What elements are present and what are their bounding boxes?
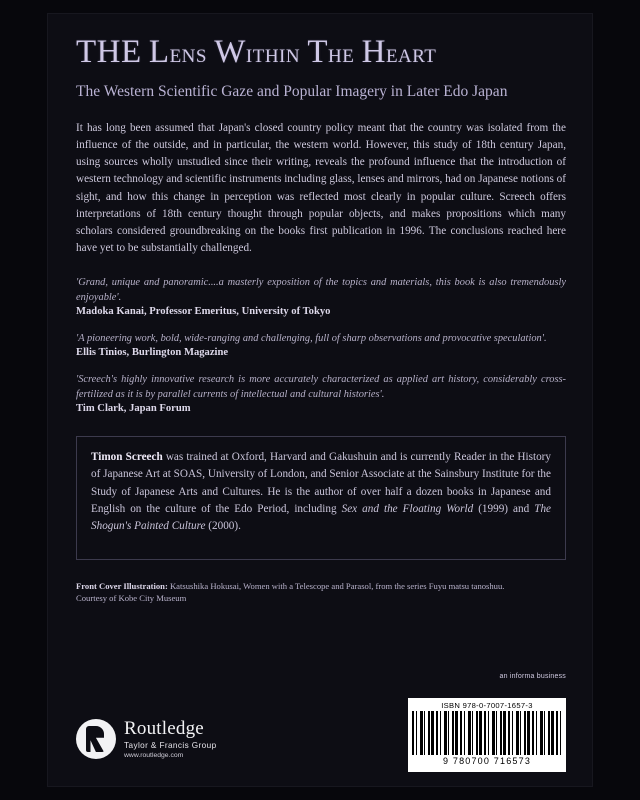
isbn-label: ISBN 978-0-7007-1657-3: [441, 701, 533, 710]
author-bio-before: was trained at Oxford, Harvard and Gakushuin and is currently Reader in the History of Japanese Art at SOAS, University of London, and Senior Associate at the Sainsbury Institute for the Study of Japanese Arts and Cultures. He is the author of over half a dozen books in Japanese and English on the culture of the Edo Period, including: [91, 450, 551, 516]
barcode-bars: [412, 711, 562, 755]
author-work-1: Sex and the Floating World: [341, 503, 474, 516]
barcode: [408, 698, 566, 772]
cover-credit-label: Front Cover Illustration:: [76, 580, 168, 591]
review-attribution: Madoka Kanai, Professor Emeritus, University of Tokyo: [76, 305, 331, 317]
title-word-the2: The: [307, 34, 355, 70]
routledge-mark-icon: [76, 719, 116, 759]
cover-content: [76, 34, 566, 776]
author-work-2: The Shogun's Painted Culture: [91, 503, 552, 533]
review-quote: [76, 372, 566, 414]
author-work-1-year: (1999) and: [473, 503, 535, 516]
review-text: 'A pioneering work, bold, wide-ranging and challenging, full of sharp observations and provocative speculation'.: [76, 332, 547, 344]
review-attribution: Ellis Tinios, Burlington Magazine: [76, 346, 229, 358]
publisher-logo-text: [124, 719, 217, 759]
title-word-heart: Heart: [361, 34, 437, 70]
publisher-name: Routledge: [124, 718, 204, 739]
author-bio-box: [76, 436, 566, 560]
title-word-within: Within: [214, 34, 301, 70]
author-bio-text: [91, 449, 551, 536]
book-title: [76, 34, 566, 70]
cover-illustration-credit: [76, 580, 566, 605]
author-name: Timon Screech: [91, 450, 163, 463]
book-blurb: It has long been assumed that Japan's closed country policy meant that the country was isolated from the influence of the outside, and in particular, the western world. However, this study of 18th century Japan, using sources wholly unstudied since their writing, reveals the profound influence that the introduction of western technology and scientific instruments including glass, lenses and mirrors, had on Japanese notions of sight, and how this change in perception was reflected most clearly in popular culture. Screech offers interpretations of 18th century thought through popular objects, and makes propositions which many scholars considered groundbreaking on the books first publication in 1996. The conclusions reached here have yet to be substantially challenged.: [76, 122, 566, 254]
review-text: 'Screech's highly innovative research is more accurately characterized as applied art history, considerably cross-fertilized as it is by parallel currents of intellectual and cultural histories'.: [76, 373, 566, 400]
review-attribution: Tim Clark, Japan Forum: [76, 402, 191, 414]
publisher-tagline: Taylor & Francis Group: [124, 741, 217, 750]
review-quotes: [76, 275, 566, 414]
review-quote: [76, 275, 566, 317]
cover-credit-line2: Courtesy of Kobe City Museum: [76, 593, 187, 604]
title-word-the: THE: [76, 34, 142, 70]
publisher-url: www.routledge.com: [124, 752, 184, 759]
review-quote: [76, 331, 566, 358]
cover-footer: [76, 673, 566, 772]
book-subtitle: The Western Scientific Gaze and Popular Imagery in Later Edo Japan: [76, 83, 508, 101]
publisher-logo: [76, 708, 266, 770]
cover-credit-text: Katsushika Hokusai, Women with a Telescope and Parasol, from the series Fuyu matsu tanoshuu.: [167, 580, 505, 591]
author-work-2-year: (2000).: [205, 520, 241, 533]
book-back-cover: [48, 14, 592, 786]
title-word-lens: Lens: [148, 34, 207, 70]
barcode-digits: 9 780700 716573: [442, 756, 532, 766]
review-text: 'Grand, unique and panoramic....a masterly exposition of the topics and materials, this book is also tremendously enjoyable'.: [76, 276, 566, 303]
imprint-note: an informa business: [499, 673, 566, 680]
